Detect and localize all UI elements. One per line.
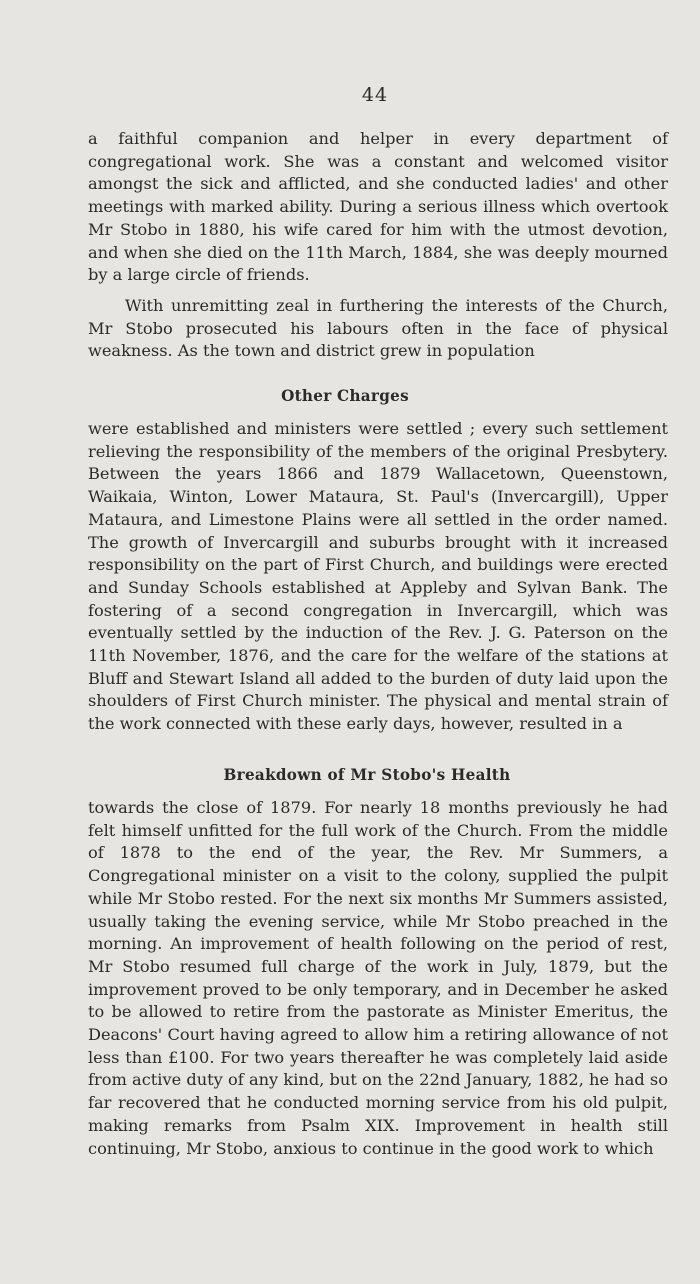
paragraph-text: a faithful companion and helper in every department of congregational work. She was a constant and welcomed visitor amongst the sick and afflicted, and she conducted ladies' and other meetings with marked ability. During a serious illness which overtook Mr Stobo in 1880, his wife cared for him with the utmost devotion, and when she died on the 11th March, 1884, she was deeply mourned by a large circle of friends.	[88, 129, 668, 285]
paragraph-text: With unremitting zeal in furthering the interests of the Church, Mr Stobo prosecuted his labours often in the face of physical weakness. As the town and district grew in population	[88, 296, 668, 361]
paragraph-other-charges	[88, 418, 668, 736]
paragraph-unremitting-zeal	[88, 295, 668, 363]
page-number: 44	[361, 84, 389, 106]
paragraph-breakdown	[88, 797, 668, 1160]
section-heading-other-charges: Other Charges	[281, 386, 409, 405]
paragraph-text: towards the close of 1879. For nearly 18 months previously he had felt himself unfitted for the full work of the Church. From the middle of 1878 to the end of the year, the Rev. Mr Summers, a Congregational minister on a visit to the colony, supplied the pulpit while Mr Stobo rested. For the next six months Mr Summers assisted, usually taking the evening service, while Mr Stobo preached in the morning. An improvement of health following on the period of rest, Mr Stobo resumed full charge of the work in July, 1879, but the improvement proved to be only temporary, and in December he asked to be allowed to retire from the pastorate as Minister Emeritus, the Deacons' Court having agreed to allow him a retiring allowance of not less than £100. For two years thereafter he was completely laid aside from active duty of any kind, but on the 22nd January, 1882, he had so far recovered that he conducted morning service from his old pulpit, making remarks from Psalm XIX. Improvement in health still continuing, Mr Stobo, anxious to continue in the good work to which	[88, 798, 668, 1158]
section-heading-breakdown: Breakdown of Mr Stobo's Health	[223, 765, 511, 784]
paragraph-mrs-stobo	[88, 128, 668, 287]
paragraph-text: were established and ministers were settled ; every such settlement relieving the responsibility of the members of the original Presbytery. Between the years 1866 and 1879 Wallacetown, Queenstown, Waikaia, Winton, Lower Mataura, St. Paul's (Invercargill), Upper Mataura, and Limestone Plains were all settled in the order named. The growth of Invercargill and suburbs brought with it increased responsibility on the part of First Church, and buildings were erected and Sunday Schools established at Appleby and Sylvan Bank. The fostering of a second congregation in Invercargill, which was eventually settled by the induction of the Rev. J. G. Paterson on the 11th November, 1876, and the care for the welfare of the stations at Bluff and Stewart Island all added to the burden of duty laid upon the shoulders of First Church minister. The physical and mental strain of the work connected with these early days, however, resulted in a	[88, 419, 668, 734]
